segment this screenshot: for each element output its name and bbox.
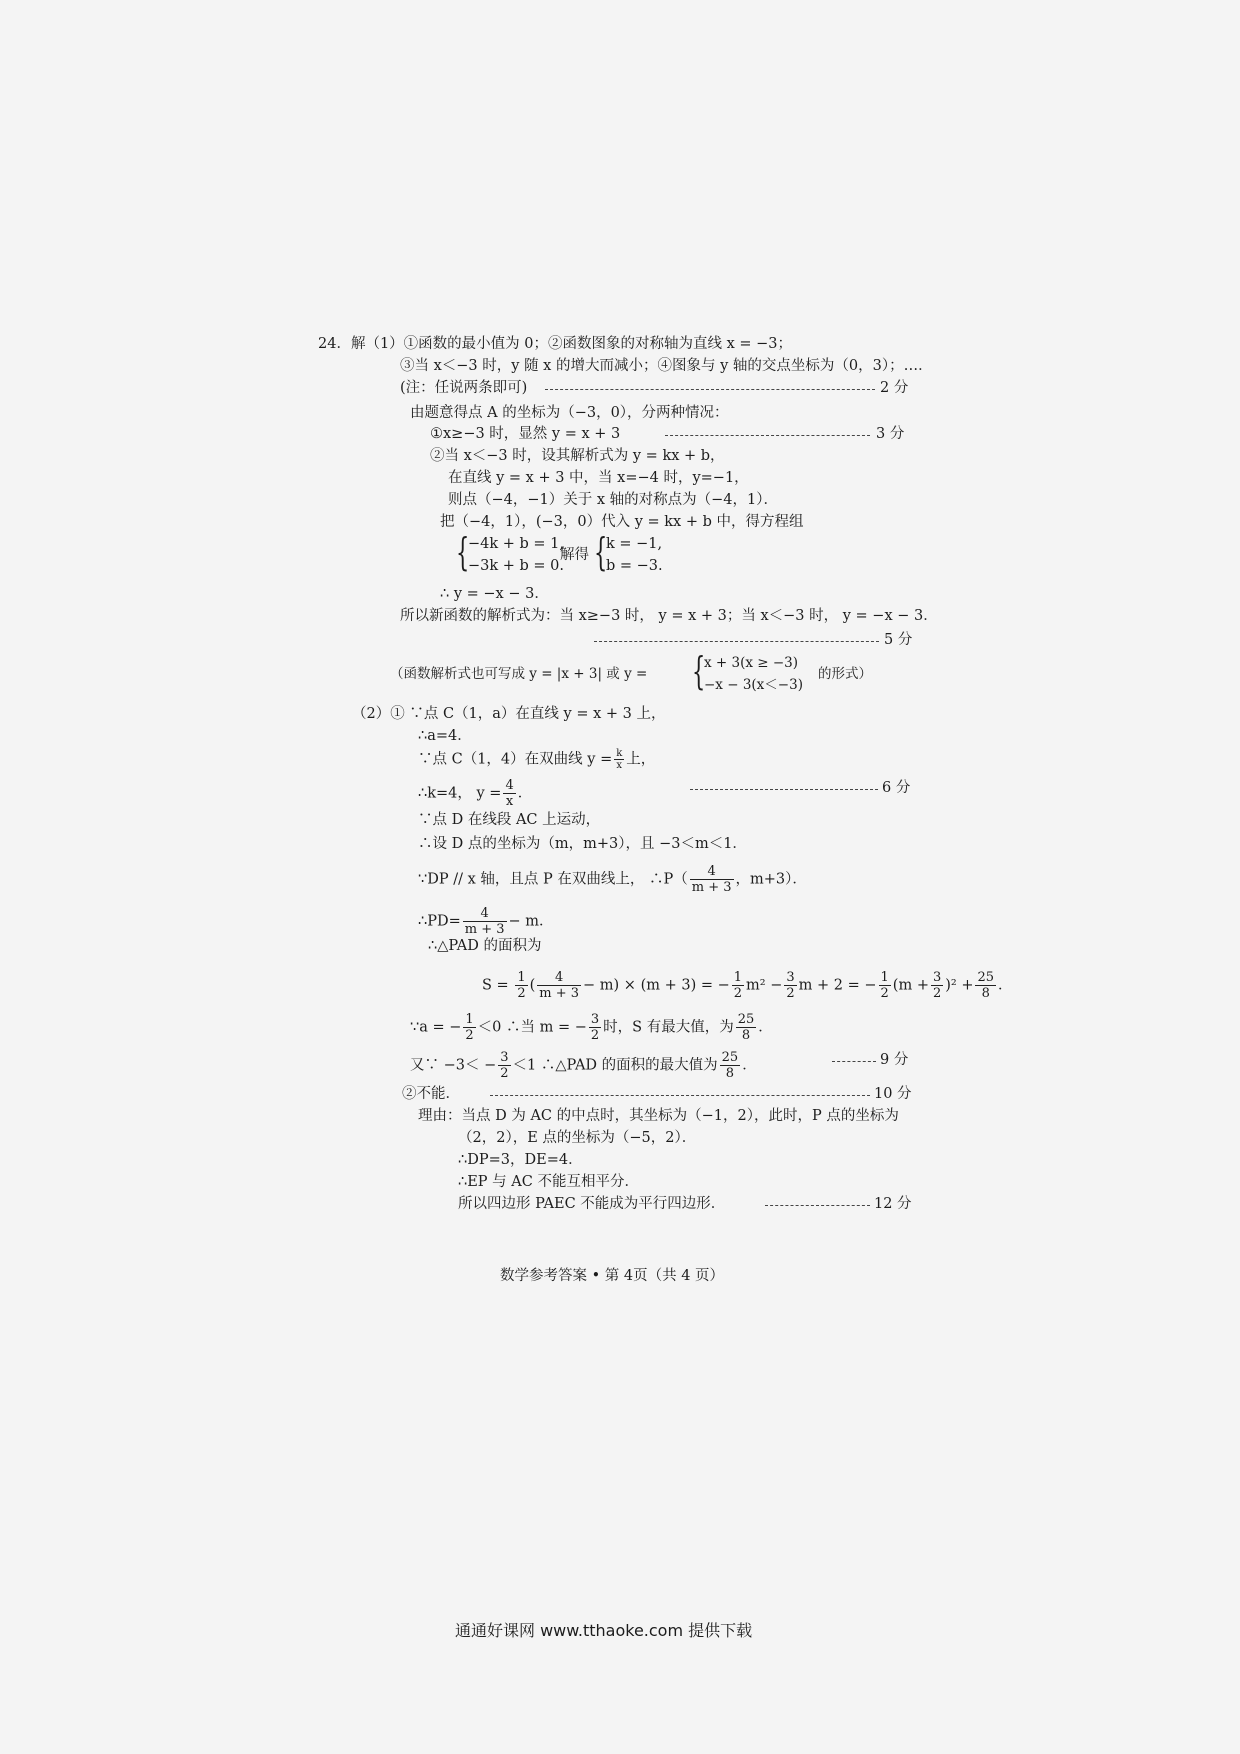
system1-row2: −3k + b = 0. — [468, 558, 565, 574]
line-p2-max-area: 又∵ −3＜ − $\frac{3}{2}$ ＜1 ∴△PAD 的面积的最大值为 $\frac{25}{8}$ ． — [410, 1050, 757, 1081]
site-footer: 通通好课网 www.tthaoke.com 提供下载 — [455, 1621, 753, 1640]
line-props-cont: ③当 x＜−3 时，y 随 x 的增大而减小；④图象与 y 轴的交点坐标为（0，3）；…． — [400, 358, 933, 374]
line-alt-form: （函数解析式也可写成 y = |x + 3| 或 y = — [390, 666, 648, 682]
line-point-a: 由题意得点 A 的坐标为（−3，0），分两种情况： — [410, 405, 729, 421]
line-p2-max: ∵a = − $\frac{1}{2}$ ＜0 ∴当 m = − $\frac{3}{2}$ 时，S 有最大值，为 $\frac{25}{8}$ ． — [410, 1012, 773, 1043]
line-p2-pd: ∴PD= $\frac{4}{m + 3}$ − m． — [418, 906, 554, 937]
line-p2-c-on-line: （2）① ∵点 C（1，a）在直线 y = x + 3 上， — [352, 706, 666, 722]
system2-row2: b = −3. — [606, 558, 663, 574]
system2-row1: k = −1, — [606, 536, 663, 552]
score-leader — [765, 1205, 870, 1206]
line-case2-point: 在直线 y = x + 3 中，当 x=−4 时，y=−1， — [448, 470, 749, 486]
line-p2-area-formula: S = $\frac{1}{2}$ ( $\frac{4}{m + 3}$ − m) × (m + 3) = − $\frac{1}{2}$ m² − $\frac{3}{2}$ m + 2 = − $\frac{1}{2}$ (m + $\frac{3}{2}$ )² + $\frac{25}{8}$ ． — [482, 970, 1013, 1001]
line-result: ∴ y = −x − 3． — [440, 586, 549, 602]
line-substitute: 把（−4，1），(−3，0）代入 y = kx + b 中，得方程组 — [440, 514, 804, 530]
score-leader — [690, 789, 878, 790]
brace-piecewise: { — [692, 649, 706, 693]
line-q24-intro: 24．解（1）①函数的最小值为 0；②函数图象的对称轴为直线 x = −3； — [318, 336, 793, 352]
line-p3-conclusion: 所以四边形 PAEC 不能成为平行四边形． — [458, 1196, 726, 1212]
score-leader — [832, 1061, 876, 1062]
brace-right-system: { — [594, 530, 608, 574]
line-case1: ①x≥−3 时，显然 y = x + 3 — [430, 426, 621, 442]
line-p2-a: ∴a=4． — [418, 728, 472, 744]
line-new-function: 所以新函数的解析式为：当 x≥−3 时， y = x + 3；当 x＜−3 时， y = −x − 3． — [400, 608, 938, 624]
line-p2-k: ∴k=4， y = $\frac{4}{x}$ ． — [418, 778, 533, 809]
line-p2-d-coord: ∴设 D 点的坐标为（m，m+3），且 −3＜m＜1． — [418, 836, 747, 852]
line-note: (注：任说两条即可) — [400, 380, 528, 396]
line-p3-reason: 理由：当点 D 为 AC 的中点时，其坐标为（−1，2），此时，P 点的坐标为 — [418, 1108, 899, 1124]
score-6: 6 分 — [882, 780, 911, 796]
line-p2-d-on-ac: ∵点 D 在线段 AC 上运动， — [418, 812, 601, 828]
score-12: 12 分 — [874, 1196, 912, 1212]
line-p3-no: ②不能． — [402, 1086, 460, 1102]
brace-left-system: { — [456, 530, 470, 574]
line-p3-lengths: ∴DP=3，DE=4． — [458, 1152, 583, 1168]
score-leader — [545, 389, 875, 390]
piecewise-row2: −x − 3(x＜−3) — [704, 677, 803, 693]
line-p2-c-on-hyperbola: ∵点 C（1，4）在双曲线 y = $\frac{k}{x}$ 上， — [418, 748, 656, 771]
line-p3-e-coord: （2，2），E 点的坐标为（−5，2）． — [458, 1130, 697, 1146]
line-p3-not-bisect: ∴EP 与 AC 不能互相平分． — [458, 1174, 639, 1190]
score-10: 10 分 — [874, 1086, 912, 1102]
line-alt-form-end: 的形式） — [818, 666, 872, 682]
score-leader — [594, 641, 879, 642]
score-leader — [665, 435, 870, 436]
score-leader — [490, 1095, 870, 1096]
system1-row1: −4k + b = 1, — [468, 536, 565, 552]
score-3: 3 分 — [876, 426, 905, 442]
page-footer: 数学参考答案 • 第 4页（共 4 页） — [500, 1268, 725, 1284]
line-reflection: 则点（−4，−1）关于 x 轴的对称点为（−4，1）． — [448, 492, 778, 508]
score-2: 2 分 — [880, 380, 909, 396]
line-p2-area-label: ∴△PAD 的面积为 — [428, 938, 542, 954]
score-9: 9 分 — [880, 1052, 909, 1068]
piecewise-row1: x + 3(x ≥ −3) — [704, 655, 799, 671]
line-p2-p-coord: ∵DP // x 轴，且点 P 在双曲线上， ∴P（ $\frac{4}{m + 3}$ ，m+3）． — [418, 864, 807, 895]
system-solve-label: 解得 — [560, 547, 589, 563]
score-5: 5 分 — [884, 632, 913, 648]
line-case2: ②当 x＜−3 时，设其解析式为 y = kx + b， — [430, 448, 725, 464]
